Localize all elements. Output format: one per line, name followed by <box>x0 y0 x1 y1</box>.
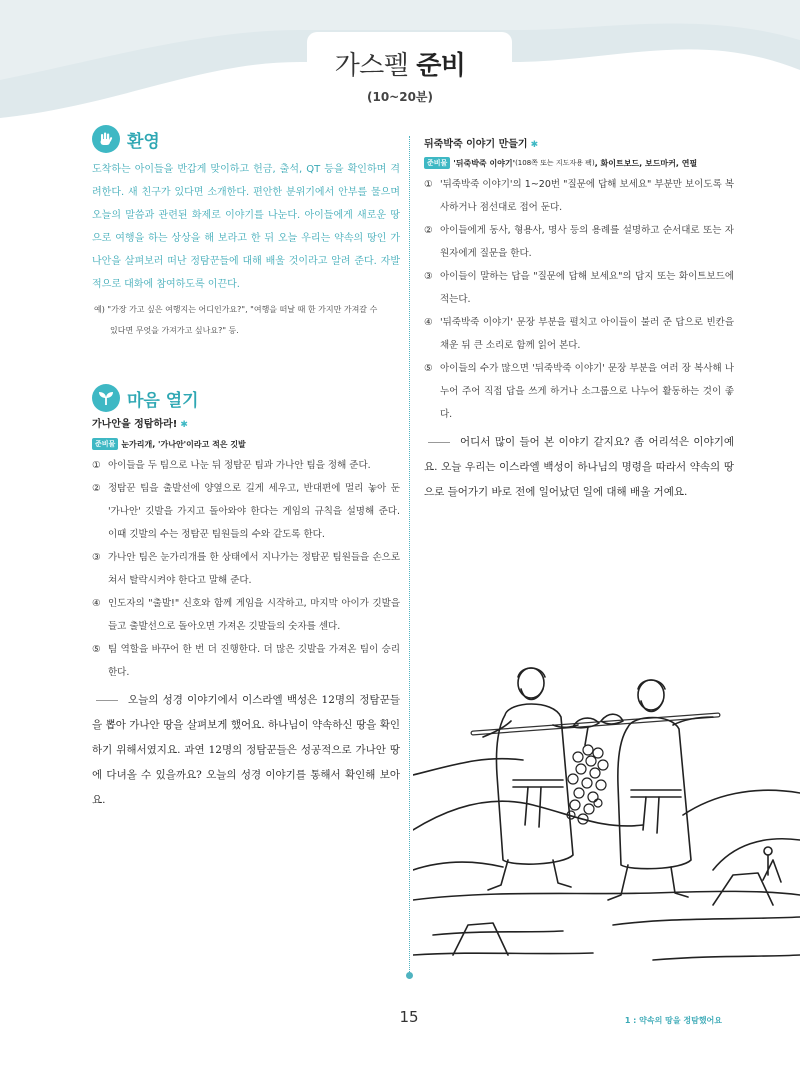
story-game-title: 뒤죽박죽 이야기 만들기 ✱ <box>424 139 539 150</box>
divider-dot <box>406 972 413 979</box>
heart-leaf-icon <box>92 384 120 412</box>
spies-carrying-grapes-illustration <box>413 655 800 980</box>
prep-badge: 준비물 <box>92 438 118 450</box>
welcome-body: 도착하는 아이들을 반갑게 맞이하고 헌금, 출석, QT 등을 확인하며 격려한다. 새 친구가 있다면 소개한다. 편안한 분위기에서 안부를 물으며 오늘의 말씀과 관련된 화제로 이야기를 나눈다. 아이들에게 새로운 땅으로 여행을 하는 상상을 해 보라고 한 뒤 오늘 우리는 약속의 땅인 가나안을 살펴보러 떠난 정탐꾼들에 대해 배울 것이라고 알려 준다. 자발적으로 대화에 참여하도록 이끈다. <box>92 164 400 290</box>
list-item: ⑤ 아이들의 수가 많으면 '뒤죽박죽 이야기' 문장 부분을 여러 장 복사해 나누어 주어 직접 답을 쓰게 하거나 소그룹으로 나누어 활동하는 것이 좋다. <box>424 363 734 420</box>
open-heart-story: 오늘의 성경 이야기에서 이스라엘 백성은 12명의 정탐꾼들을 뽑아 가나안 땅을 살펴보게 했어요. 하나님이 약속하신 땅을 확인하기 위해서였지요. 과연 12명의 정탐꾼들은 성공적으로 가나안 땅에 다녀올 수 있을까요? 오늘의 성경 이야기를 통해서 확인해 보아요. <box>92 694 400 806</box>
page-subtitle: (10~20분) <box>366 90 433 104</box>
story-game-steps <box>424 173 734 426</box>
star-icon: ✱ <box>180 420 188 430</box>
list-item: ② 정탐꾼 팀을 출발선에 양옆으로 길게 세우고, 반대편에 멀리 놓아 둔 '가나안' 깃발을 가지고 돌아와야 한다는 게임의 규칙을 설명해 준다. 이때 깃발의 수는 정탐꾼 팀원들의 수와 같도록 한다. <box>92 483 400 540</box>
list-item: ④ '뒤죽박죽 이야기' 문장 부분을 펼치고 아이들이 불러 준 답으로 빈칸을 채운 뒤 큰 소리로 함께 읽어 본다. <box>424 317 734 351</box>
left-column <box>92 124 400 813</box>
right-column <box>424 133 734 505</box>
prep-line <box>92 438 400 450</box>
list-item: ④ 인도자의 "출발!" 신호와 함께 게임을 시작하고, 마지막 아이가 깃발을 들고 출발선으로 돌아오면 가져온 깃발들의 숫자를 센다. <box>92 598 400 632</box>
list-item: ① 아이들을 두 팀으로 나눈 뒤 정탐꾼 팀과 가나안 팀을 정해 준다. <box>92 460 371 471</box>
welcome-example <box>92 299 400 341</box>
list-item: ③ 가나안 팀은 눈가리개를 한 상태에서 지나가는 정탐꾼 팀원들을 손으로 쳐서 탈락시켜야 한다고 말해 준다. <box>92 552 400 586</box>
story-game-story: 어디서 많이 들어 본 이야기 같지요? 좀 어리석은 이야기예요. 오늘 우리는 이스라엘 백성이 하나님의 명령을 따라서 약속의 땅으로 들어가기 바로 전에 일어났던 일에 대해 배울 거예요. <box>424 436 734 498</box>
activity-title: 가나안을 정탐하라! ✱ <box>92 419 188 430</box>
page-title: 가스펠 준비 <box>334 51 466 81</box>
star-icon: ✱ <box>530 140 539 150</box>
welcome-example-line1: 예) "가장 가고 싶은 여행지는 어디인가요?", "여행을 떠날 때 한 가지만 가져갈 수 <box>94 305 378 314</box>
prep-badge: 준비물 <box>424 157 450 169</box>
activity-steps <box>92 454 400 684</box>
hand-icon <box>92 125 120 153</box>
welcome-heading <box>92 124 400 154</box>
list-item: ⑤ 팀 역할을 바꾸어 한 번 더 진행한다. 더 많은 깃발을 가져온 팀이 승리한다. <box>92 644 400 678</box>
list-item: ① '뒤죽박죽 이야기'의 1~20번 "질문에 답해 보세요" 부분만 보이도록 복사하거나 점선대로 접어 둔다. <box>424 179 734 213</box>
list-item: ② 아이들에게 동사, 형용사, 명사 등의 용례를 설명하고 순서대로 또는 자원자에게 질문을 한다. <box>424 225 734 259</box>
prep-text: 눈가리개, '가나안'이라고 적은 깃발 <box>121 439 246 449</box>
open-heart-title: 마음 열기 <box>127 390 199 411</box>
column-divider <box>409 136 410 976</box>
page-number: 15 <box>399 1008 419 1026</box>
welcome-title: 환영 <box>127 131 160 152</box>
open-heart-heading <box>92 383 400 413</box>
welcome-example-line2: 있다면 무엇을 가져가고 싶나요?" 등. <box>110 326 239 335</box>
chapter-footer: 1 : 약속의 땅을 정탐했어요 <box>624 1016 722 1025</box>
list-item: ③ 아이들이 말하는 답을 "질문에 답해 보세요"의 답지 또는 화이트보드에 적는다. <box>424 271 734 305</box>
story-game-prep: 준비물 '뒤죽박죽 이야기' (108쪽 또는 지도자용 팩) , 화이트보드, 보드마커, 연필 <box>424 157 734 169</box>
